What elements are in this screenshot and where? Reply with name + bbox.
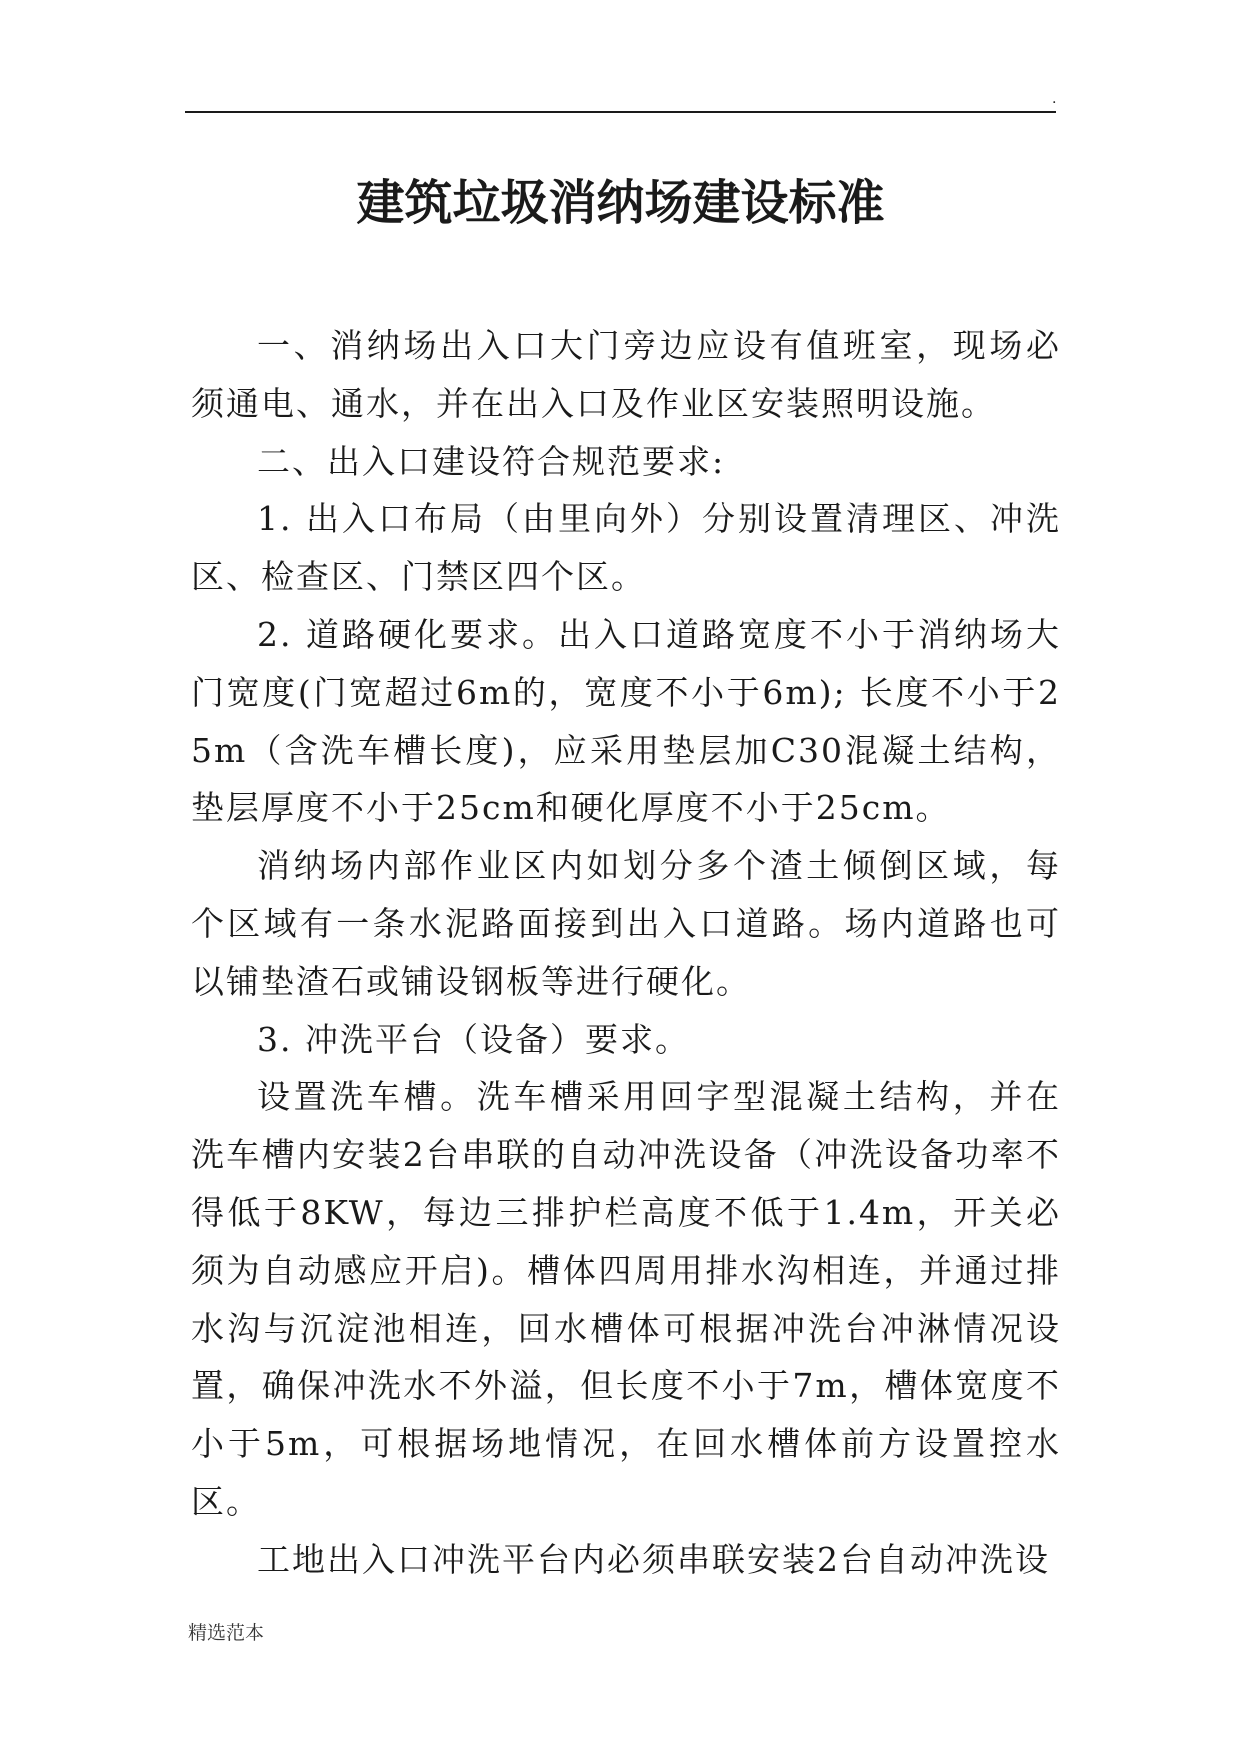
paragraph-1: 一、消纳场出入口大门旁边应设有值班室，现场必须通电、通水，并在出入口及作业区安装照明设施。 <box>191 326 1061 423</box>
document-title: 建筑垃圾消纳场建设标准 <box>356 175 885 231</box>
header-rule <box>185 111 1056 113</box>
paragraph-6: 3. 冲洗平台（设备）要求。 <box>257 1019 690 1059</box>
paragraph-3: 1. 出入口布局（由里向外）分别设置清理区、冲洗区、检查区、门禁区四个区。 <box>191 499 1061 597</box>
paragraph-5: 消纳场内部作业区内如划分多个渣土倾倒区域，每个区域有一条水泥路面接到出入口道路。场内道路也可以铺垫渣石或铺设钢板等进行硬化。 <box>191 846 1061 1001</box>
header-mark: . <box>1052 91 1057 107</box>
paragraph-8: 工地出入口冲洗平台内必须串联安装2台自动冲洗设 <box>257 1539 1050 1579</box>
document-body <box>191 317 1061 1589</box>
paragraph-4: 2. 道路硬化要求。出入口道路宽度不小于消纳场大门宽度(门宽超过6m的，宽度不小于6m); 长度不小于25m（含洗车槽长度)，应采用垫层加C30混凝土结构，垫层厚度不小于25cm和硬化厚度不小于25cm。 <box>191 614 1061 828</box>
paragraph-2: 二、出入口建设符合规范要求: <box>257 441 726 481</box>
footer-label: 精选范本 <box>188 1622 265 1644</box>
paragraph-7: 设置洗车槽。洗车槽采用回字型混凝土结构，并在洗车槽内安装2台串联的自动冲洗设备（冲洗设备功率不得低于8KW，每边三排护栏高度不低于1.4m，开关必须为自动感应开启)。槽体四周用排水沟相连，并通过排水沟与沉淀池相连，回水槽体可根据冲洗台冲淋情况设置，确保冲洗水不外溢，但长度不小于7m，槽体宽度不小于5m，可根据场地情况，在回水槽体前方设置控水区。 <box>191 1077 1061 1521</box>
